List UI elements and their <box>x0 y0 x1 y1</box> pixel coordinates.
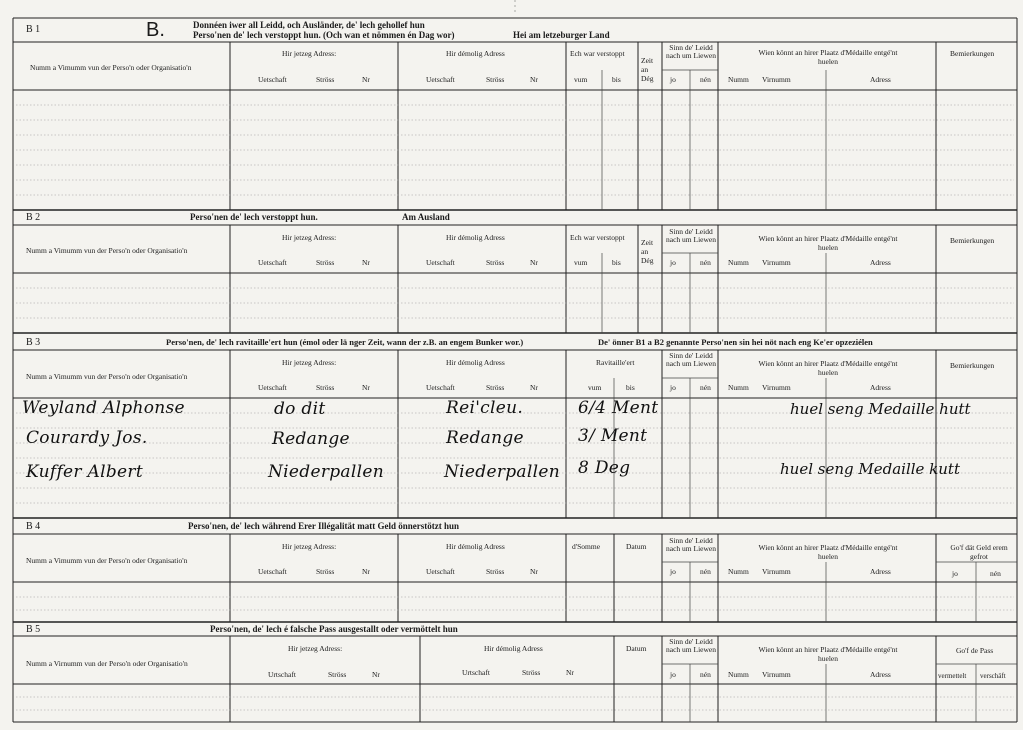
col-header-medal: Wien könnt an hirer Plaatz d'Médaille entgé'nt huelen <box>758 359 898 377</box>
col-header-former-address: Hir démolig Adress <box>446 49 505 58</box>
page-title-place: Hei am letzeburger Land <box>513 30 610 40</box>
row1-period: 6/4 Ment <box>578 398 659 418</box>
sub-nr: Nr <box>362 567 370 576</box>
section-label-b5: B 5 <box>26 624 41 635</box>
sub-to: bis <box>626 383 635 392</box>
sub-town: Uetschaft <box>426 567 455 576</box>
sub-address: Adress <box>870 383 891 392</box>
sub-nr: Nr <box>530 383 538 392</box>
col-header-medal: Wien könnt an hirer Plaatz d'Médaille entgé'nt huelen <box>758 234 898 252</box>
sub-nr: Nr <box>530 567 538 576</box>
row2-period: 3/ Ment <box>578 426 648 446</box>
sub-street: Ströss <box>486 383 505 392</box>
sub-forged: verschäft <box>980 672 1006 680</box>
sub-to: bis <box>612 258 621 267</box>
col-header-alive: Sinn de' Leidd nach um Liewen <box>666 227 716 244</box>
sub-town: Urtschaft <box>462 668 490 677</box>
page-title-line1: Donnéen iwer all Leidd, och Ausländer, de' lech gehollef hun <box>193 20 425 30</box>
col-header-former-address: Hir démolig Adress <box>446 358 505 367</box>
col-header-pass: Go'f de Pass <box>956 646 994 655</box>
sub-firstname: Virnumm <box>762 567 791 576</box>
col-header-time: Zeit an Dég <box>641 238 654 265</box>
sub-town: Uetschaft <box>258 75 287 84</box>
row1-former: Rei'cleu. <box>446 398 524 418</box>
section-place-b2: Am Ausland <box>402 212 450 222</box>
row1-medal: huel seng Medaille hutt <box>790 400 971 418</box>
section-title-b4: Perso'nen, de' lech während Erer Illégalität matt Geld önnerstötzt hun <box>188 521 459 531</box>
sub-from: vum <box>588 383 602 392</box>
sub-address: Adress <box>870 567 891 576</box>
sub-yes: jo <box>670 383 676 392</box>
sub-yes: jo <box>952 569 958 578</box>
col-header-current-address: Hir jetzeg Adress: <box>288 644 343 653</box>
sub-no: nén <box>990 569 1001 578</box>
sub-nr: Nr <box>362 383 370 392</box>
row3-current: Niederpallen <box>268 462 384 482</box>
section-title-b2: Perso'nen de' lech verstoppt hun. <box>190 212 318 222</box>
section-label-b1: B 1 <box>26 24 41 35</box>
sub-street: Ströss <box>486 258 505 267</box>
col-header-name: Numm a Vimumm vun der Perso'n oder Organisatio'n <box>30 63 192 72</box>
row3-medal: huel seng Medaille kutt <box>780 460 960 478</box>
col-header-remarks: Bemierkungen <box>950 49 995 58</box>
col-header-current-address: Hir jetzeg Adress: <box>282 542 337 551</box>
sub-yes: jo <box>670 75 676 84</box>
sub-nr: Nr <box>530 75 538 84</box>
col-header-remarks: Bemierkungen <box>950 361 995 370</box>
section-letter: B. <box>146 19 165 41</box>
section-note-b3: De' önner B1 a B2 genannte Perso'nen sin hei nöt nach eng Ke'er opzeziélen <box>598 337 873 347</box>
col-header-date: Datum <box>626 542 647 551</box>
sub-nr: Nr <box>566 668 574 677</box>
sub-from: vum <box>574 258 588 267</box>
sub-street: Ströss <box>316 75 335 84</box>
col-header-former-address: Hir démolig Adress <box>446 542 505 551</box>
sub-address: Adress <box>870 258 891 267</box>
sub-nr: Nr <box>530 258 538 267</box>
col-header-time: Zeit an Dég <box>641 56 654 83</box>
sub-town: Uetschaft <box>426 258 455 267</box>
sub-address: Adress <box>870 75 891 84</box>
row2-name: Courardy Jos. <box>26 428 148 448</box>
col-header-name: Numm a Vimumm vun der Perso'n oder Organisatio'n <box>26 246 188 255</box>
row3-former: Niederpallen <box>444 462 560 482</box>
sub-address: Adress <box>870 670 891 679</box>
col-header-hidden: Ech war verstoppt <box>570 49 625 58</box>
col-header-supplied: Ravitaille'ert <box>596 358 635 367</box>
col-header-alive: Sinn de' Leidd nach um Liewen <box>666 536 716 553</box>
sub-street: Ströss <box>316 383 335 392</box>
sub-yes: jo <box>670 258 676 267</box>
col-header-money-back: Go'f dät Geld erem gefrot <box>950 543 1008 561</box>
section-label-b4: B 4 <box>26 521 41 532</box>
sub-town: Uetschaft <box>426 75 455 84</box>
sub-name: Numm <box>728 258 749 267</box>
sub-street: Ströss <box>522 668 541 677</box>
page-title-line2: Perso'nen de' lech verstoppt hun. (Och wan et nömmen én Dag wor) <box>193 30 455 40</box>
sub-town: Uetschaft <box>258 383 287 392</box>
col-header-date: Datum <box>626 644 647 653</box>
sub-issued: vermettelt <box>938 672 967 680</box>
sub-name: Numm <box>728 383 749 392</box>
sub-town: Uetschaft <box>426 383 455 392</box>
sub-town: Uetschaft <box>258 567 287 576</box>
col-header-name: Numm a Vimumm vun der Perso'n oder Organisatio'n <box>26 372 188 381</box>
sub-no: nén <box>700 75 711 84</box>
sub-name: Numm <box>728 75 749 84</box>
row1-current: do dit <box>274 399 326 419</box>
sub-no: nén <box>700 258 711 267</box>
col-header-current-address: Hir jetzeg Adress: <box>282 358 337 367</box>
row3-name: Kuffer Albert <box>26 462 143 482</box>
sub-street: Ströss <box>486 567 505 576</box>
col-header-alive: Sinn de' Leidd nach um Liewen <box>666 351 716 368</box>
sub-name: Numm <box>728 670 749 679</box>
col-header-current-address: Hir jetzeg Adress: <box>282 49 337 58</box>
row1-name: Weyland Alphonse <box>22 398 185 418</box>
col-header-name: Numm a Virnumm vun der Perso'n oder Organisatio'n <box>26 659 188 668</box>
sub-firstname: Virnumm <box>762 383 791 392</box>
sub-nr: Nr <box>362 75 370 84</box>
sub-from: vum <box>574 75 588 84</box>
col-header-former-address: Hir démolig Adress <box>484 644 543 653</box>
sub-street: Ströss <box>486 75 505 84</box>
col-header-alive: Sinn de' Leidd nach um Liewen <box>666 637 716 654</box>
sub-town: Uetschaft <box>258 258 287 267</box>
sub-yes: jo <box>670 670 676 679</box>
col-header-medal: Wien könnt an hirer Plaatz d'Médaille entgé'nt huelen <box>758 645 898 663</box>
row3-period: 8 Deg <box>578 458 631 478</box>
sub-no: nén <box>700 567 711 576</box>
row2-former: Redange <box>446 428 524 448</box>
col-header-sum: d'Somme <box>572 542 601 551</box>
col-header-hidden: Ech war verstoppt <box>570 233 625 242</box>
sub-firstname: Virnumm <box>762 258 791 267</box>
col-header-name: Numm a Vimumm vun der Perso'n oder Organisatio'n <box>26 556 188 565</box>
col-header-alive: Sinn de' Leidd nach um Liewen <box>666 43 716 60</box>
sub-street: Ströss <box>316 567 335 576</box>
sub-name: Numm <box>728 567 749 576</box>
section-label-b3: B 3 <box>26 337 41 348</box>
sub-no: nén <box>700 383 711 392</box>
col-header-former-address: Hir démolig Adress <box>446 233 505 242</box>
sub-to: bis <box>612 75 621 84</box>
sub-nr: Nr <box>362 258 370 267</box>
row2-current: Redange <box>272 429 350 449</box>
sub-yes: jo <box>670 567 676 576</box>
col-header-medal: Wien könnt an hirer Plaatz d'Médaille entgé'nt huelen <box>758 543 898 561</box>
sub-firstname: Virnumm <box>762 670 791 679</box>
col-header-medal: Wien könnt an hirer Plaatz d'Médaille entgé'nt huelen <box>758 48 898 66</box>
sub-street: Ströss <box>316 258 335 267</box>
col-header-current-address: Hir jetzeg Adress: <box>282 233 337 242</box>
sub-nr: Nr <box>372 670 380 679</box>
col-header-remarks: Bemierkungen <box>950 236 995 245</box>
section-label-b2: B 2 <box>26 212 41 223</box>
sub-no: nén <box>700 670 711 679</box>
sub-town: Urtschaft <box>268 670 296 679</box>
section-title-b5: Perso'nen, de' lech é falsche Pass ausgestallt oder vermöttelt hun <box>210 624 458 634</box>
sub-street: Ströss <box>328 670 347 679</box>
section-title-b3: Perso'nen, de' lech ravitaille'ert hun (émol oder lä nger Zeit, wann der z.B. an engem Bunker wor.) <box>166 337 524 347</box>
sub-firstname: Virnumm <box>762 75 791 84</box>
